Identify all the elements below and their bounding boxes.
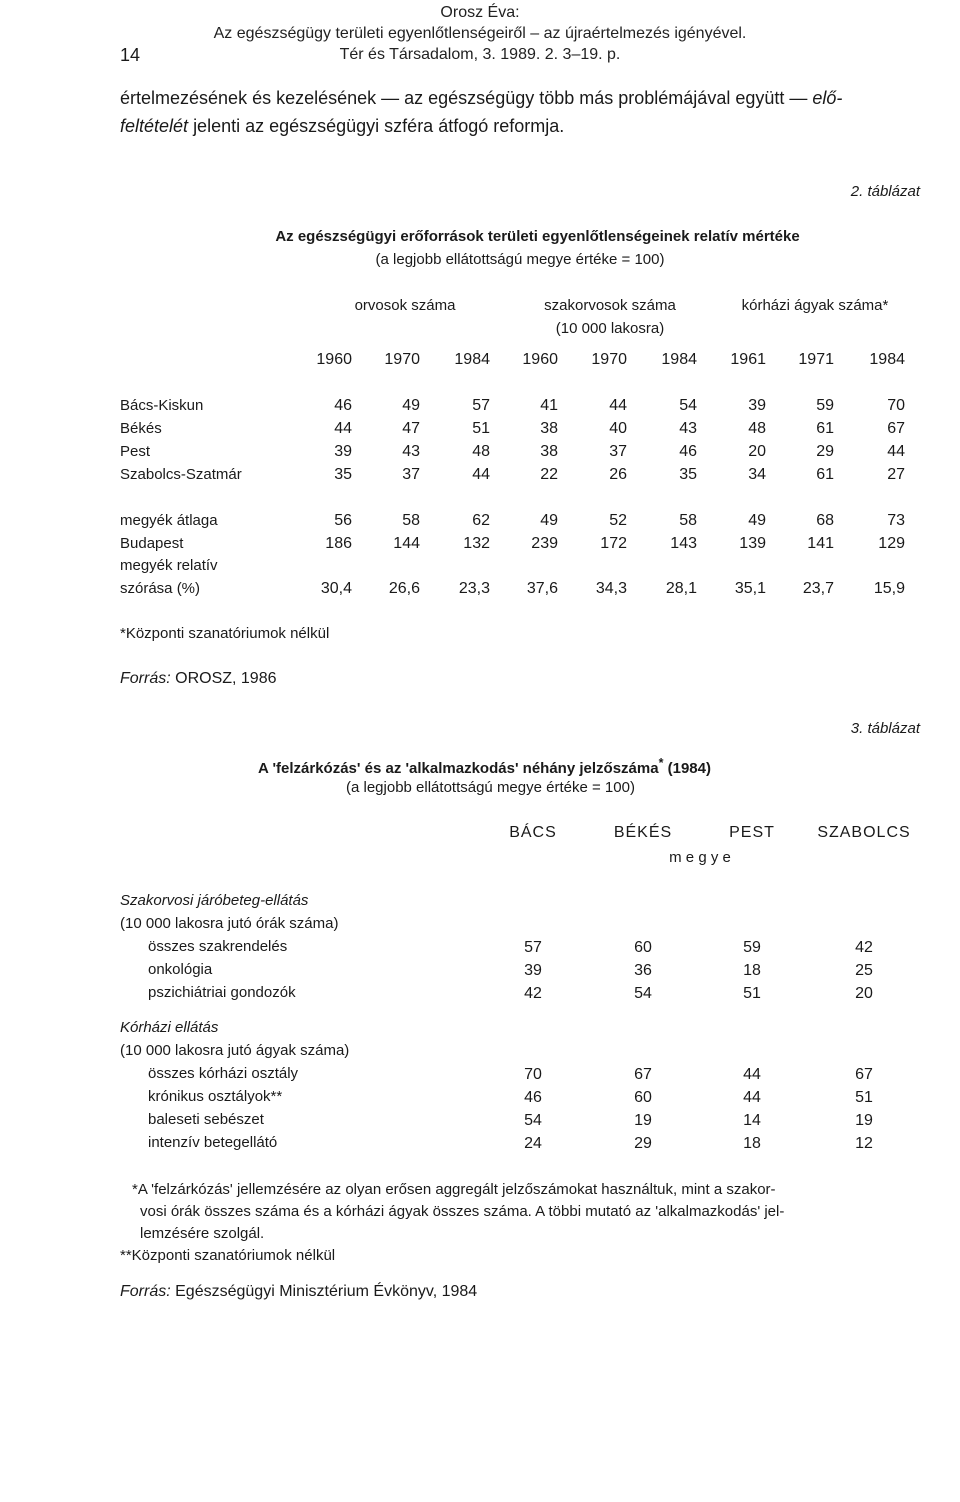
table2-cell: 44 xyxy=(887,443,905,460)
table2-cell: 41 xyxy=(540,397,558,414)
table2-cell: 49 xyxy=(748,512,766,529)
table2-cell: 49 xyxy=(402,397,420,414)
table3-cell: 67 xyxy=(634,1066,652,1083)
table2-source-label: Forrás: xyxy=(120,670,171,687)
table2-cell: 35 xyxy=(679,466,697,483)
table3-column-header-cell: BÉKÉS xyxy=(613,824,673,841)
table2-cell: 52 xyxy=(609,512,627,529)
table3-footnote-2: **Központi szanatóriumok nélkül xyxy=(120,1247,336,1264)
table2-cell: 23,7 xyxy=(802,580,834,597)
table2-row-label: megyék átlaga xyxy=(120,512,218,529)
intro-line-1-emphasis: elő- xyxy=(812,88,843,108)
table3-column-header-cell: PEST xyxy=(729,824,775,841)
table3-footnote-1a: *A 'felzárkózás' jellemzésére az olyan erősen aggregált jelzőszámokat használtuk, mint a szakor- xyxy=(132,1181,776,1198)
table2-cell: 143 xyxy=(670,535,697,552)
table2-cell: 57 xyxy=(472,397,490,414)
table3-section-subtitle: (10 000 lakosra jutó ágyak száma) xyxy=(120,1042,350,1059)
table2-cell: 73 xyxy=(887,512,905,529)
table3-cell: 44 xyxy=(743,1089,761,1106)
table2-cell: 132 xyxy=(463,535,490,552)
table2-cell: 56 xyxy=(334,512,352,529)
intro-line-1 xyxy=(120,88,842,109)
table2-cell: 39 xyxy=(334,443,352,460)
table2-row-label: Pest xyxy=(120,443,151,460)
table2-cell: 26 xyxy=(609,466,627,483)
table2-cell: 43 xyxy=(402,443,420,460)
table2-group-note: (10 000 lakosra) xyxy=(555,320,665,337)
table2-year-header: 1970 xyxy=(384,351,420,368)
table3-cell: 54 xyxy=(524,1112,542,1129)
table2-row-label: megyék relatív xyxy=(120,557,218,574)
table2-cell: 30,4 xyxy=(320,580,352,597)
table2-cell: 68 xyxy=(816,512,834,529)
table2-cell: 15,9 xyxy=(873,580,905,597)
table2-cell: 59 xyxy=(816,397,834,414)
table2-cell: 172 xyxy=(600,535,627,552)
table3-cell: 42 xyxy=(855,939,873,956)
table3-cell: 67 xyxy=(855,1066,873,1083)
page-number: 14 xyxy=(120,45,141,65)
table3-cell: 18 xyxy=(743,1135,761,1152)
table2-cell: 26,6 xyxy=(388,580,420,597)
table2-cell: 39 xyxy=(748,397,766,414)
table2-year-header: 1984 xyxy=(869,351,905,368)
table3-cell: 19 xyxy=(634,1112,652,1129)
table3-cell: 59 xyxy=(743,939,761,956)
table3-source-label: Forrás: xyxy=(120,1283,171,1300)
table2-group-doctors: orvosok száma xyxy=(354,297,456,314)
intro-line-2-emphasis: feltételét xyxy=(120,116,189,136)
table3-cell: 20 xyxy=(855,985,873,1002)
table2-cell: 54 xyxy=(679,397,697,414)
table3-cell: 19 xyxy=(855,1112,873,1129)
intro-line-1-text: értelmezésének és kezelésének — az egészségügy több más problémájával együtt — xyxy=(120,88,808,108)
table3-cell: 60 xyxy=(634,939,652,956)
table3-row-label: krónikus osztályok** xyxy=(148,1088,283,1105)
table2-cell: 139 xyxy=(739,535,766,552)
table3-cell: 42 xyxy=(524,985,542,1002)
table2-cell: 129 xyxy=(878,535,905,552)
table3-cell: 29 xyxy=(634,1135,652,1152)
table2-cell: 27 xyxy=(887,466,905,483)
table2-cell: 44 xyxy=(472,466,490,483)
table3-cell: 39 xyxy=(524,962,542,979)
table2-cell: 22 xyxy=(540,466,558,483)
table2-cell: 23,3 xyxy=(458,580,490,597)
table3-footnote-1b: vosi órák összes száma és a kórházi ágyak összes száma. A többi mutató az 'alkalmazkodás' jel- xyxy=(140,1203,785,1220)
table2-row-label: szórása (%) xyxy=(120,580,201,597)
table3-row-label: intenzív betegellátó xyxy=(148,1134,278,1151)
table3-cell: 18 xyxy=(743,962,761,979)
table3-cell: 57 xyxy=(524,939,542,956)
table2-cell: 141 xyxy=(807,535,834,552)
article-source: Tér és Társadalom, 3. 1989. 2. 3–19. p. xyxy=(339,46,621,63)
table2-cell: 38 xyxy=(540,420,558,437)
table2-year-header: 1971 xyxy=(798,351,834,368)
table3-column-header-cell: BÁCS xyxy=(509,824,557,841)
table3-footnote-1c: lemzésére szolgál. xyxy=(140,1225,265,1242)
table2-source xyxy=(120,670,277,688)
table2-year-header: 1984 xyxy=(661,351,697,368)
table3-cell: 60 xyxy=(634,1089,652,1106)
table3-row-label: onkológia xyxy=(148,961,213,978)
table2-cell: 144 xyxy=(393,535,420,552)
article-author: Orosz Éva: xyxy=(440,4,520,21)
table2-cell: 37 xyxy=(609,443,627,460)
table2-cell: 40 xyxy=(609,420,627,437)
table2-cell: 34,3 xyxy=(595,580,627,597)
table2-cell: 61 xyxy=(816,466,834,483)
table3-source xyxy=(120,1283,477,1301)
table2-cell: 43 xyxy=(679,420,697,437)
table3-cell: 46 xyxy=(524,1089,542,1106)
table3-cell: 70 xyxy=(524,1066,542,1083)
table2-cell: 49 xyxy=(540,512,558,529)
table3-cell: 14 xyxy=(743,1112,761,1129)
table2-cell: 46 xyxy=(334,397,352,414)
table2-cell: 35,1 xyxy=(734,580,766,597)
table2-cell: 61 xyxy=(816,420,834,437)
table2-group-beds: kórházi ágyak száma* xyxy=(741,297,889,314)
table3-cell: 24 xyxy=(524,1135,542,1152)
table3-column-group: m e g y e xyxy=(669,849,731,866)
table2-cell: 37,6 xyxy=(526,580,558,597)
table2-cell: 48 xyxy=(748,420,766,437)
table2-cell: 44 xyxy=(609,397,627,414)
table3-cell: 54 xyxy=(634,985,652,1002)
table2-footnote: *Központi szanatóriumok nélkül xyxy=(120,625,330,642)
table3-cell: 51 xyxy=(743,985,761,1002)
table2-cell: 70 xyxy=(887,397,905,414)
table2-cell: 34 xyxy=(748,466,766,483)
table2-cell: 37 xyxy=(402,466,420,483)
table2-cell: 35 xyxy=(334,466,352,483)
table3-cell: 25 xyxy=(855,962,873,979)
table2-cell: 46 xyxy=(679,443,697,460)
table2-row-label: Bács-Kiskun xyxy=(120,397,204,414)
table2-cell: 58 xyxy=(402,512,420,529)
table2-subtitle: (a legjobb ellátottságú megye értéke = 100) xyxy=(375,251,665,268)
table3-section-title: Kórházi ellátás xyxy=(120,1019,219,1036)
table3-row-label: pszichiátriai gondozók xyxy=(148,984,296,1001)
table3-cell: 12 xyxy=(855,1135,873,1152)
table2-label: 2. táblázat xyxy=(850,183,920,200)
table3-subtitle: (a legjobb ellátottságú megye értéke = 100) xyxy=(346,779,635,796)
table2-year-header: 1960 xyxy=(522,351,558,368)
table2-cell: 48 xyxy=(472,443,490,460)
table2-row-label: Szabolcs-Szatmár xyxy=(120,466,242,483)
table3-row-label: összes kórházi osztály xyxy=(148,1065,299,1082)
table3-source-text: Egészségügyi Minisztérium Évkönyv, 1984 xyxy=(175,1283,478,1300)
table3-row-label: baleseti sebészet xyxy=(148,1111,264,1128)
table2-group-specialists: szakorvosok száma xyxy=(544,297,676,314)
table3-section-subtitle: (10 000 lakosra jutó órák száma) xyxy=(120,915,339,932)
table3-title-text: A 'felzárkózás' és az 'alkalmazkodás' néhány jelzőszáma xyxy=(258,760,659,777)
table2-cell: 44 xyxy=(334,420,352,437)
table2-cell: 62 xyxy=(472,512,490,529)
table2-cell: 239 xyxy=(531,535,558,552)
table3-title xyxy=(258,756,711,777)
table2-row-label: Békés xyxy=(120,420,162,437)
table3-title-year: (1984) xyxy=(667,760,711,777)
intro-line-2-text: jelenti az egészségügyi szféra átfogó reformja. xyxy=(193,116,565,136)
table2-title: Az egészségügyi erőforrások területi egyenlőtlenségeinek relatív mértéke xyxy=(275,228,800,245)
table2-cell: 47 xyxy=(402,420,420,437)
table3-column-header-cell: SZABOLCS xyxy=(817,824,911,841)
table2-cell: 186 xyxy=(325,535,352,552)
intro-line-2 xyxy=(120,116,564,137)
table2-year-header: 1984 xyxy=(454,351,490,368)
table3-cell: 51 xyxy=(855,1089,873,1106)
table2-year-header: 1960 xyxy=(316,351,352,368)
table2-source-text: OROSZ, 1986 xyxy=(175,670,277,687)
table3-row-label: összes szakrendelés xyxy=(148,938,288,955)
table2-cell: 67 xyxy=(887,420,905,437)
table2-row-label: Budapest xyxy=(120,535,184,552)
table3-title-mark: * xyxy=(658,756,664,770)
table3-section-title: Szakorvosi járóbeteg-ellátás xyxy=(120,892,309,909)
table2-cell: 38 xyxy=(540,443,558,460)
table3-label: 3. táblázat xyxy=(850,720,920,737)
table2-cell: 51 xyxy=(472,420,490,437)
table3-cell: 44 xyxy=(743,1066,761,1083)
table2-cell: 29 xyxy=(816,443,834,460)
article-title: Az egészségügy területi egyenlőtlenségeiről – az újraértelmezés igényével. xyxy=(213,25,747,42)
table2-year-header: 1970 xyxy=(591,351,627,368)
table3-cell: 36 xyxy=(634,962,652,979)
table2-cell: 58 xyxy=(679,512,697,529)
table2-cell: 20 xyxy=(748,443,766,460)
table2-year-header: 1961 xyxy=(730,351,766,368)
table2-cell: 28,1 xyxy=(665,580,697,597)
